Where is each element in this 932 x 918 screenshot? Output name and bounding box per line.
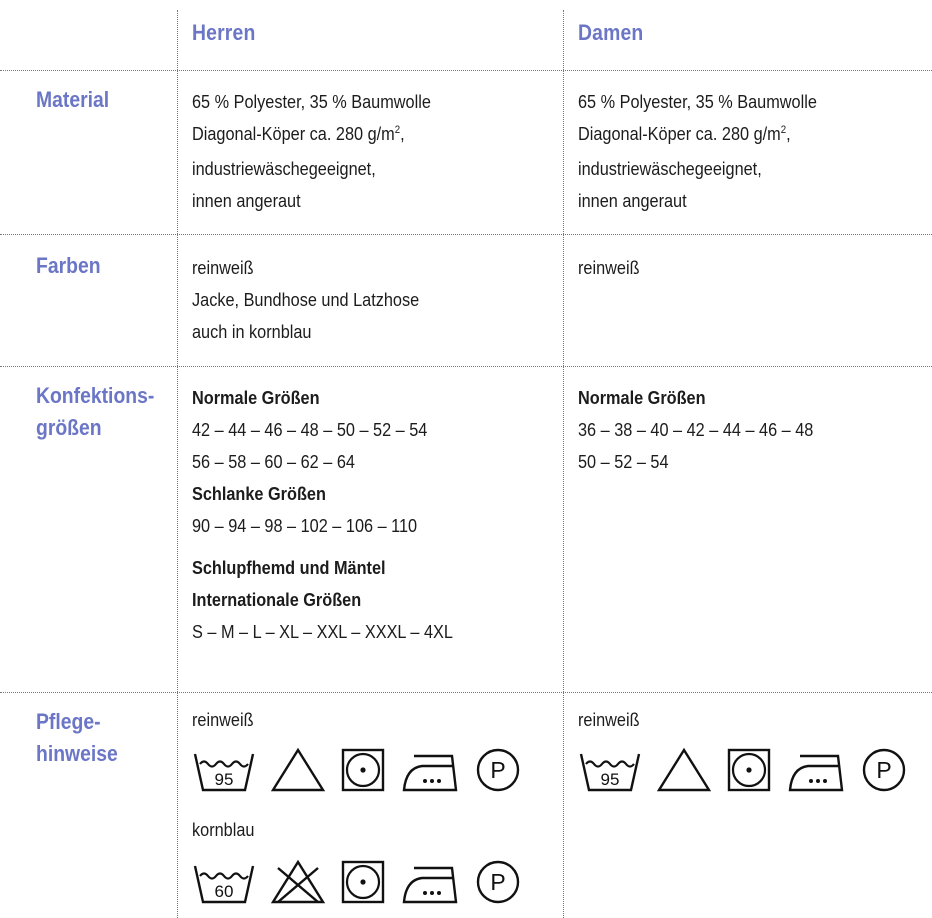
row-label-farben: Farben [36, 253, 101, 278]
wash-tub-icon [192, 746, 256, 794]
column-divider-1 [177, 10, 178, 918]
tumble-dry-icon [726, 746, 772, 794]
svg-text:P: P [876, 757, 892, 783]
row-divider-2 [0, 234, 932, 235]
row-label-groessen: Konfektions- größen [36, 383, 155, 440]
pflege-herren-kornblau-label: kornblau [192, 819, 255, 840]
groessen-damen: Normale Größen 36 – 38 – 40 – 42 – 44 – 46 – 48 50 – 52 – 54 [578, 387, 814, 472]
wash-tub-icon [192, 858, 256, 906]
bleach-triangle-icon [656, 746, 712, 794]
dry-clean-p-icon [860, 746, 908, 794]
svg-text:P: P [490, 757, 506, 783]
pflege-damen-reinweiss-label: reinweiß [578, 709, 640, 730]
bleach-triangle-icon [270, 746, 326, 794]
svg-text:P: P [490, 869, 506, 895]
dry-clean-p-icon [474, 858, 522, 906]
no-bleach-icon [270, 858, 326, 906]
material-herren: 65 % Polyester, 35 % Baumwolle Diagonal-Köper ca. 280 $g/m^2$, industriewäschegeeignet, innen angeraut [192, 91, 431, 211]
farben-herren: reinweiß Jacke, Bundhose und Latzhose auch in kornblau [192, 257, 420, 342]
row-divider-1 [0, 70, 932, 71]
row-divider-4 [0, 692, 932, 693]
tumble-dry-icon [340, 858, 386, 906]
iron-icon [400, 746, 460, 794]
pflege-herren-kornblau-icons [192, 858, 536, 906]
column-divider-2 [563, 10, 564, 918]
farben-damen: reinweiß [578, 257, 640, 278]
row-label-pflege: Pflege- hinweise [36, 709, 118, 766]
tumble-dry-icon [340, 746, 386, 794]
svg-text:95: 95 [214, 770, 234, 789]
groessen-herren: Normale Größen 42 – 44 – 46 – 48 – 50 – 52 – 54 56 – 58 – 60 – 62 – 64 Schlanke Größen 90 – 94 – 98 – 102 – 106 – 110 Schlupfhemd und Mäntel Internationale Größen S – M – L – XL – XXL – XXXL – 4XL [192, 387, 453, 642]
material-damen: 65 % Polyester, 35 % Baumwolle Diagonal-Köper ca. 280 $g/m^2$, industriewäschegeeignet, innen angeraut [578, 91, 817, 211]
iron-icon [786, 746, 846, 794]
row-label-material: Material [36, 87, 110, 112]
pflege-herren-reinweiss-icons [192, 746, 536, 794]
wash-tub-icon [578, 746, 642, 794]
pflege-herren-reinweiss-label: reinweiß [192, 709, 254, 730]
header-herren: Herren [192, 20, 256, 45]
row-divider-3 [0, 366, 932, 367]
header-damen: Damen [578, 20, 644, 45]
dry-clean-p-icon [474, 746, 522, 794]
pflege-damen-reinweiss-icons [578, 746, 922, 794]
iron-icon [400, 858, 460, 906]
svg-text:95: 95 [600, 770, 620, 789]
svg-text:60: 60 [214, 882, 234, 901]
